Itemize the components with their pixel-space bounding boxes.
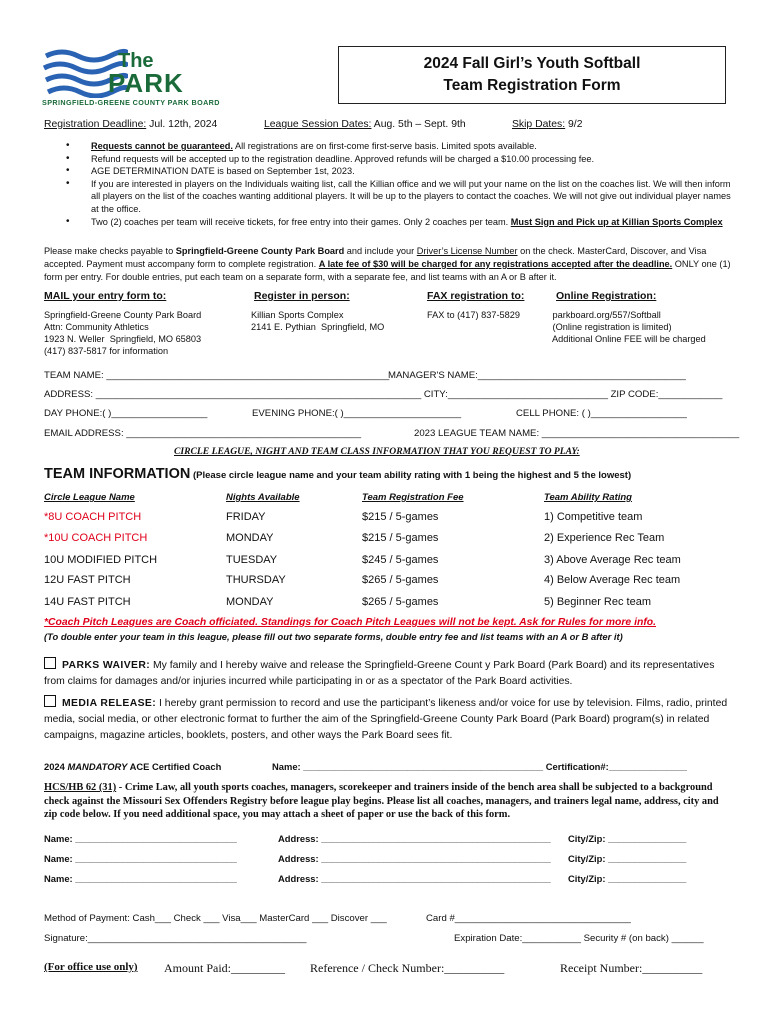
col-header-nights: Nights Available xyxy=(226,492,300,503)
league-name[interactable]: 14U FAST PITCH xyxy=(44,596,131,608)
coach-name-field[interactable]: Name: _______________________________ xyxy=(44,833,237,844)
online-heading: Online Registration: xyxy=(556,290,657,302)
form-title: 2024 Fall Girl’s Youth Softball xyxy=(423,55,641,72)
logo-subtitle: SPRINGFIELD-GREENE COUNTY PARK BOARD xyxy=(42,98,220,107)
online-registration-link[interactable]: parkboard.org/557/Softball (Online registration is limited) Additional Online FEE will be charged xyxy=(552,310,706,344)
team-info-heading: TEAM INFORMATION (Please circle league name and your team ability rating with 1 being the highest and 5 the lowest) xyxy=(44,466,632,482)
payment-method-field[interactable]: Method of Payment: Cash___ Check ___ Visa___ MasterCard ___ Discover ___ xyxy=(44,913,387,924)
col-header-rating: Team Ability Rating xyxy=(544,492,632,503)
registration-fee: $265 / 5-games xyxy=(362,574,439,586)
league-team-name-field[interactable]: 2023 LEAGUE TEAM NAME: _____________________________________ xyxy=(414,428,740,439)
registration-fee: $265 / 5-games xyxy=(362,596,439,608)
amount-paid-field: Amount Paid:_________ xyxy=(164,961,286,975)
league-name[interactable]: 12U FAST PITCH xyxy=(44,574,131,586)
day-phone-field[interactable]: DAY PHONE:( )__________________ xyxy=(44,408,208,419)
certified-coach-field[interactable]: Name: ______________________________________________ Certification#:_______________ xyxy=(272,761,687,772)
parks-waiver: PARKS WAIVER: My family and I hereby waive and release the Springfield-Greene Count y Park Board (Park Board) and its representatives from claims for damages and/or injuries incurred while participating in or as a spectator of the Park Board activities. xyxy=(44,657,734,690)
night-available[interactable]: MONDAY xyxy=(226,596,274,608)
coach-city-field[interactable]: City/Zip: _______________ xyxy=(568,833,687,844)
registration-fee: $215 / 5-games xyxy=(362,511,439,523)
list-item: • Refund requests will be accepted up to the registration deadline. Approved refunds will be charged a $10.00 processing fee. xyxy=(60,153,732,166)
team-name-field[interactable]: TEAM NAME: _____________________________________________________ xyxy=(44,370,390,381)
cell-phone-field[interactable]: CELL PHONE: ( )__________________ xyxy=(516,408,687,419)
col-header-league: Circle League Name xyxy=(44,492,135,503)
rules-list xyxy=(60,140,732,228)
office-use-label: (For office use only) xyxy=(44,961,138,973)
address-field[interactable]: ADDRESS: _____________________________________________________________ CITY:______________________________ ZIP CODE:____________ xyxy=(44,389,723,400)
form-title-box xyxy=(338,46,726,104)
logo-the: The xyxy=(118,50,154,72)
list-item: • Requests cannot be guaranteed. All registrations are on first-come first-serve basis. Limited spots available. xyxy=(60,140,732,153)
list-item: • AGE DETERMINATION DATE is based on September 1st, 2023. xyxy=(60,165,732,178)
coach-name-field[interactable]: Name: _______________________________ xyxy=(44,873,237,884)
registration-fee: $215 / 5-games xyxy=(362,532,439,544)
double-entry-note: (To double enter your team in this league, please fill out two separate forms, double entry fee and list teams with an A or B after it) xyxy=(44,631,623,642)
in-person-address: Killian Sports Complex 2141 E. Pythian Springfield, MO xyxy=(251,310,385,332)
ability-rating[interactable]: 3) Above Average Rec team xyxy=(544,554,681,566)
ability-rating[interactable]: 2) Experience Rec Team xyxy=(544,532,665,544)
registration-fee: $245 / 5-games xyxy=(362,554,439,566)
circle-instructions: CIRCLE LEAGUE, NIGHT AND TEAM CLASS INFORMATION THAT YOU REQUEST TO PLAY: xyxy=(174,446,580,457)
league-name[interactable]: 10U MODIFIED PITCH xyxy=(44,554,158,566)
background-check-notice: HCS/HB 62 (31) - Crime Law, all youth sports coaches, managers, scorekeeper and trainers inside of the bench area shall be subjected to a background check against the Missouri Sex Offenders Registry before league play begins. Please list all coaches, managers, and trainers legal name, address, city and zip code below. If you need additional space, you may attach a sheet of paper or use the back of this form. xyxy=(44,782,719,821)
coach-city-field[interactable]: City/Zip: _______________ xyxy=(568,873,687,884)
list-item: • Two (2) coaches per team will receive tickets, for free entry into their games. Only 2 coaches per team. Must Sign and Pick up at Killian Sports Complex xyxy=(60,216,732,229)
evening-phone-field[interactable]: EVENING PHONE:( )______________________ xyxy=(252,408,462,419)
media-release: MEDIA RELEASE: I hereby grant permission to record and use the participant’s likeness and/or voice for use by television. Films, radio, printed media, social media, or other electronic format to further the aim of the Springfield-Greene County Park Board (Park Board) program(s) in related campaigns, magazine articles, booklets, posters, and other ways the Park Board sees fit. xyxy=(44,695,734,744)
coach-address-field[interactable]: Address: ____________________________________________ xyxy=(278,853,551,864)
league-name[interactable]: *8U COACH PITCH xyxy=(44,511,142,523)
skip-dates: Skip Dates: 9/2 xyxy=(512,119,583,130)
coach-name-field[interactable]: Name: _______________________________ xyxy=(44,853,237,864)
league-session-dates: League Session Dates: Aug. 5th – Sept. 9th xyxy=(264,119,466,130)
reference-number-field: Reference / Check Number:__________ xyxy=(310,961,505,975)
registration-deadline: Registration Deadline: Jul. 12th, 2024 xyxy=(44,119,218,130)
fax-number: FAX to (417) 837-5829 xyxy=(427,310,520,320)
manager-name-field[interactable]: MANAGER'S NAME:_______________________________________ xyxy=(388,370,686,381)
mandatory-coach-label: 2024 MANDATORY ACE Certified Coach xyxy=(44,761,222,772)
night-available[interactable]: MONDAY xyxy=(226,532,274,544)
night-available[interactable]: TUESDAY xyxy=(226,554,278,566)
coach-pitch-note: *Coach Pitch Leagues are Coach officiated. Standings for Coach Pitch Leagues will not be kept. Ask for Rules for more info. xyxy=(44,617,657,628)
mail-heading: MAIL your entry form to: xyxy=(44,290,167,302)
ability-rating[interactable]: 1) Competitive team xyxy=(544,511,643,523)
night-available[interactable]: THURSDAY xyxy=(226,574,286,586)
email-field[interactable]: EMAIL ADDRESS: ____________________________________________ xyxy=(44,428,362,439)
card-number-field[interactable]: Card #_________________________________ xyxy=(426,913,631,924)
ability-rating[interactable]: 4) Below Average Rec team xyxy=(544,574,681,586)
logo-park: PARK xyxy=(108,68,184,98)
in-person-heading: Register in person: xyxy=(254,290,350,302)
fax-heading: FAX registration to: xyxy=(427,290,525,302)
coach-address-field[interactable]: Address: ____________________________________________ xyxy=(278,833,551,844)
media-release-checkbox[interactable] xyxy=(44,695,56,707)
receipt-number-field: Receipt Number:__________ xyxy=(560,961,703,975)
expiration-field[interactable]: Expiration Date:___________ Security # (on back) ______ xyxy=(454,933,704,944)
form-subtitle: Team Registration Form xyxy=(443,77,621,94)
signature-field[interactable]: Signature:_________________________________________ xyxy=(44,933,307,944)
list-item: • If you are interested in players on the Individuals waiting list, call the Killian office and we will put your name on the list on the coaches list. We will then inform all players on the list of the coaches wanting additional players. It will be up to the players to contact the coaches. We will not give out individual player names at the office. xyxy=(60,178,732,216)
payment-instructions: Please make checks payable to Springfield-Greene County Park Board and include your Driver’s License Number on the check. MasterCard, Discover, and Visa accepted. Payment must accompany form to complete registration. A late fee of $30 will be charged for any registrations accepted after the deadline. ONLY one (1) form per entry. For double entries, put each team on a separate form, with a separate fee, and list teams with an A or B after it. xyxy=(44,246,731,282)
col-header-fee: Team Registration Fee xyxy=(362,492,464,503)
league-name[interactable]: *10U COACH PITCH xyxy=(44,532,148,544)
parks-waiver-checkbox[interactable] xyxy=(44,657,56,669)
ability-rating[interactable]: 5) Beginner Rec team xyxy=(544,596,651,608)
coach-address-field[interactable]: Address: ____________________________________________ xyxy=(278,873,551,884)
night-available[interactable]: FRIDAY xyxy=(226,511,266,523)
coach-city-field[interactable]: City/Zip: _______________ xyxy=(568,853,687,864)
mail-address: Springfield-Greene County Park Board Attn: Community Athletics 1923 N. Weller Springfield, MO 65803 (417) 837-5817 for information xyxy=(44,310,202,356)
